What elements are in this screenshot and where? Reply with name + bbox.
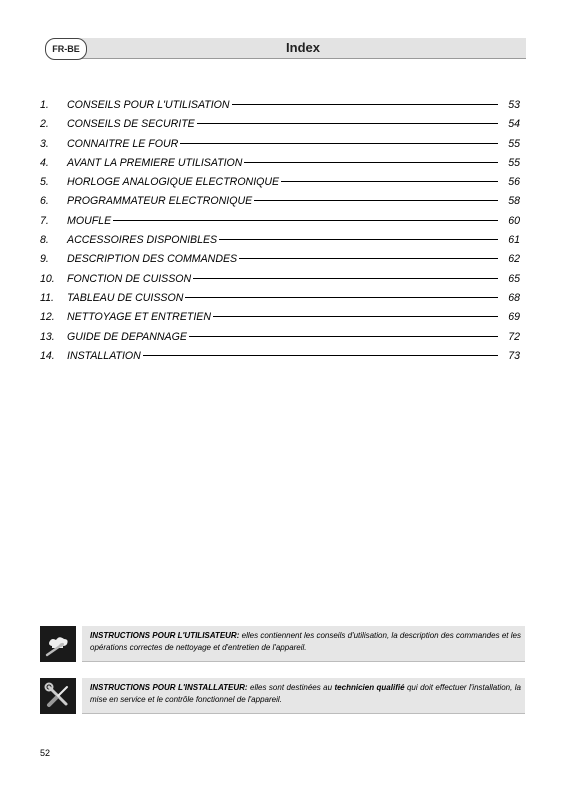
table-of-contents [40,96,522,366]
toc-entry[interactable] [40,308,522,327]
toc-entry[interactable] [40,192,522,211]
toc-leader-line [281,181,498,182]
toc-leader-line [197,123,498,124]
toc-entry-page: 61 [508,234,520,247]
user-instructions-box [40,626,525,662]
toc-entry-number: 7. [40,214,49,227]
toc-entry-title: MOUFLE [67,214,112,227]
user-instructions-label: INSTRUCTIONS POUR L'UTILISATEUR: [90,631,240,640]
toc-leader-line [113,220,498,221]
toc-leader-line [193,278,498,279]
toc-entry-page: 73 [508,349,520,362]
user-instructions-text: INSTRUCTIONS POUR L'UTILISATEUR: elles contiennent les conseils d'utilisation, la description des commandes et les opérations correctes de nettoyage et d'entretien de l'appareil. [90,631,521,652]
toc-entry-title: NETTOYAGE ET ENTRETIEN [67,311,212,324]
toc-leader-line [239,258,498,259]
toc-entry-page: 60 [508,214,520,227]
installer-instructions-label: INSTRUCTIONS POUR L'INSTALLATEUR: [90,683,248,692]
toc-entry[interactable] [40,96,522,115]
toc-entry-page: 54 [508,118,520,131]
toc-entry-title: CONNAITRE LE FOUR [67,137,179,150]
toc-leader-line [254,200,498,201]
toc-entry-number: 6. [40,195,49,208]
toc-leader-line [213,316,498,317]
toc-leader-line [232,104,498,105]
toc-entry[interactable] [40,289,522,308]
language-badge: FR-BE [45,38,87,60]
toc-entry-title: DESCRIPTION DES COMMANDES [67,253,238,266]
toc-entry-number: 13. [40,330,55,343]
toc-entry-page: 69 [508,311,520,324]
toc-entry[interactable] [40,231,522,250]
toc-entry-page: 55 [508,156,520,169]
toc-entry[interactable] [40,250,522,269]
toc-leader-line [219,239,498,240]
toc-entry-page: 55 [508,137,520,150]
toc-entry-title: TABLEAU DE CUISSON [67,291,184,304]
toc-entry-title: INSTALLATION [67,349,141,362]
page-title: Index [286,40,320,55]
toc-entry-number: 4. [40,156,49,169]
toc-leader-line [185,297,498,298]
toc-entry-number: 9. [40,253,49,266]
toc-entry[interactable] [40,154,522,173]
toc-entry-title: CONSEILS POUR L'UTILISATION [67,99,230,111]
toc-entry-number: 1. [40,99,49,111]
toc-entry[interactable] [40,328,522,347]
toc-entry-number: 14. [40,349,55,362]
toc-entry-number: 11. [40,291,54,304]
toc-entry-page: 65 [508,272,520,285]
toc-entry-page: 56 [508,176,520,189]
toc-entry-title: GUIDE DE DEPANNAGE [67,330,187,343]
toc-entry-title: ACCESSOIRES DISPONIBLES [67,234,218,247]
installer-instructions-box [40,678,525,714]
chef-spoon-icon [40,626,76,662]
toc-entry-page: 58 [508,195,520,208]
toc-entry-number: 12. [40,311,55,324]
toc-leader-line [244,162,498,163]
wrench-screwdriver-icon [40,678,76,714]
installer-instructions-text: INSTRUCTIONS POUR L'INSTALLATEUR: elles sont destinées au technicien qualifié qui doit effectuer l'installation, la mise en service et le contrôle fonctionnel de l'appareil. [90,683,521,704]
toc-entry-page: 62 [508,253,520,266]
toc-entry[interactable] [40,115,522,134]
toc-entry-number: 3. [40,137,49,150]
toc-entry-title: PROGRAMMATEUR ELECTRONIQUE [67,195,253,208]
toc-entry[interactable] [40,212,522,231]
toc-entry-title: CONSEILS DE SECURITE [67,118,195,131]
toc-entry-number: 2. [40,118,49,131]
page-number: 52 [40,748,51,758]
toc-entry[interactable] [40,135,522,154]
toc-entry-page: 68 [508,291,520,304]
header-bar [80,38,526,59]
toc-entry-number: 8. [40,234,49,247]
toc-entry-title: AVANT LA PREMIERE UTILISATION [67,156,243,169]
toc-entry[interactable] [40,173,522,192]
toc-entry[interactable] [40,347,522,366]
toc-entry-number: 5. [40,176,49,189]
toc-leader-line [143,355,498,356]
toc-entry-number: 10. [40,272,55,285]
toc-entry-title: HORLOGE ANALOGIQUE ELECTRONIQUE [67,176,280,189]
toc-entry-page: 72 [508,330,520,343]
toc-entry[interactable] [40,270,522,289]
toc-entry-page: 53 [508,99,520,111]
toc-entry-title: FONCTION DE CUISSON [67,272,192,285]
toc-leader-line [189,336,498,337]
toc-leader-line [180,143,498,144]
